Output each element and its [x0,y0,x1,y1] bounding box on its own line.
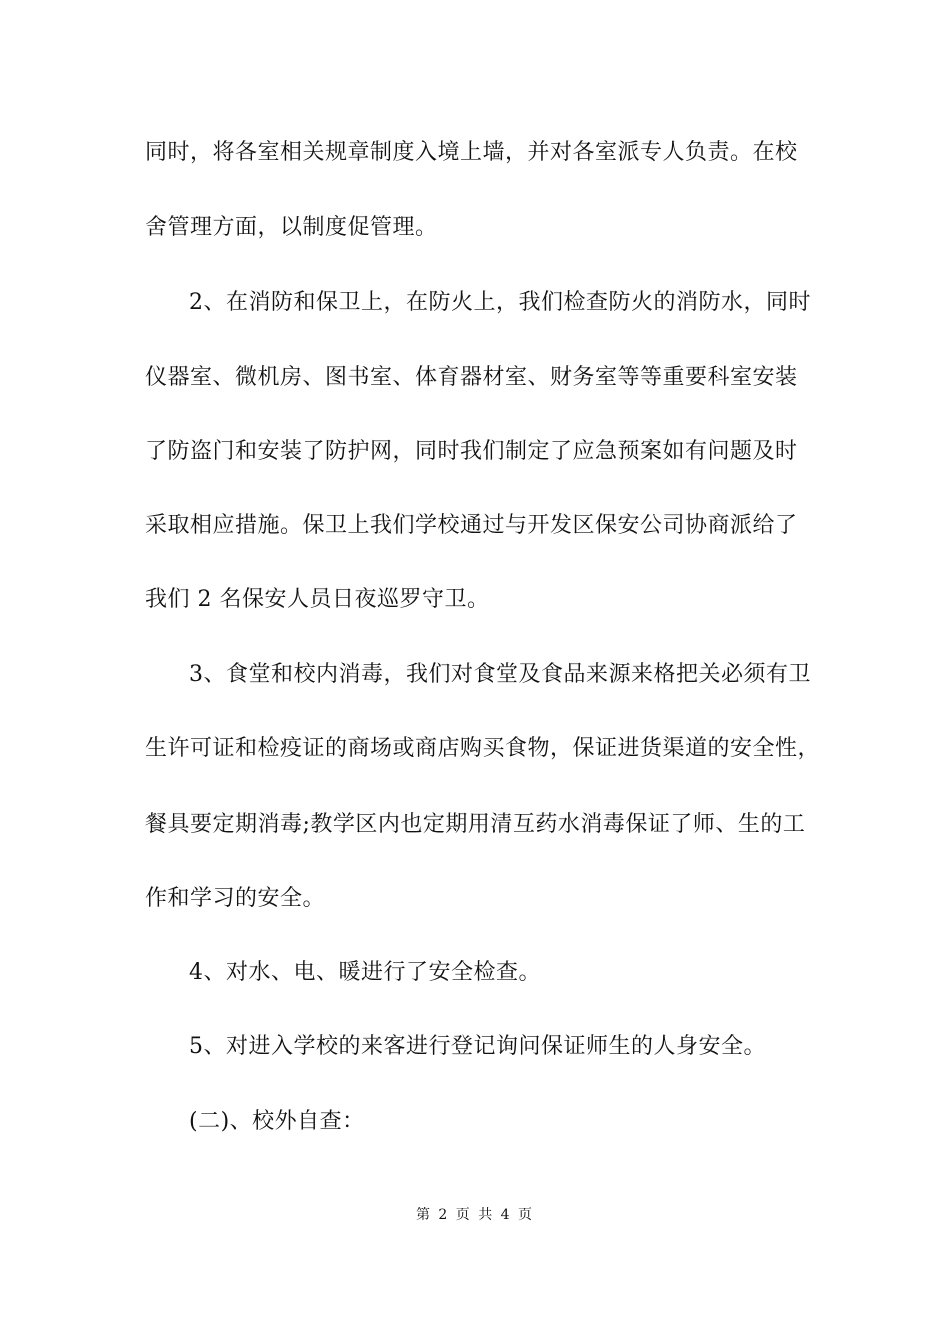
section-heading: (二)、校外自查： [189,1109,365,1134]
text-line: 舍管理方面，以制度促管理。 [145,215,438,240]
text-line: 同时，将各室相关规章制度入境上墙，并对各室派专人负责。在校 [145,140,798,165]
text-line: 生许可证和检疫证的商场或商店购买食物，保证进货渠道的安全性， [145,736,821,761]
text-line: 我们 2 名保安人员日夜巡罗守卫。 [145,587,490,612]
text-line: 了防盗门和安装了防护网，同时我们制定了应急预案如有问题及时 [145,439,798,464]
text-line: 采取相应措施。保卫上我们学校通过与开发区保安公司协商派给了 [145,513,798,538]
page-number-footer: 第 2 页 共 4 页 [415,1207,535,1223]
paragraph-start-line: 5、对进入学校的来客进行登记询问保证师生的人身安全。 [189,1034,766,1059]
text-line: 餐具要定期消毒;教学区内也定期用清互药水消毒保证了师、生的工 [145,812,806,837]
paragraph-start-line: 4、对水、电、暖进行了安全检查。 [189,960,541,985]
paragraph-start-line: 2、在消防和保卫上，在防火上，我们检查防火的消防水，同时 [189,290,811,315]
text-line: 仪器室、微机房、图书室、体育器材室、财务室等等重要科室安装 [145,365,798,390]
text-line: 作和学习的安全。 [145,886,326,911]
paragraph-start-line: 3、食堂和校内消毒，我们对食堂及食品来源来格把关必须有卫 [189,662,811,687]
